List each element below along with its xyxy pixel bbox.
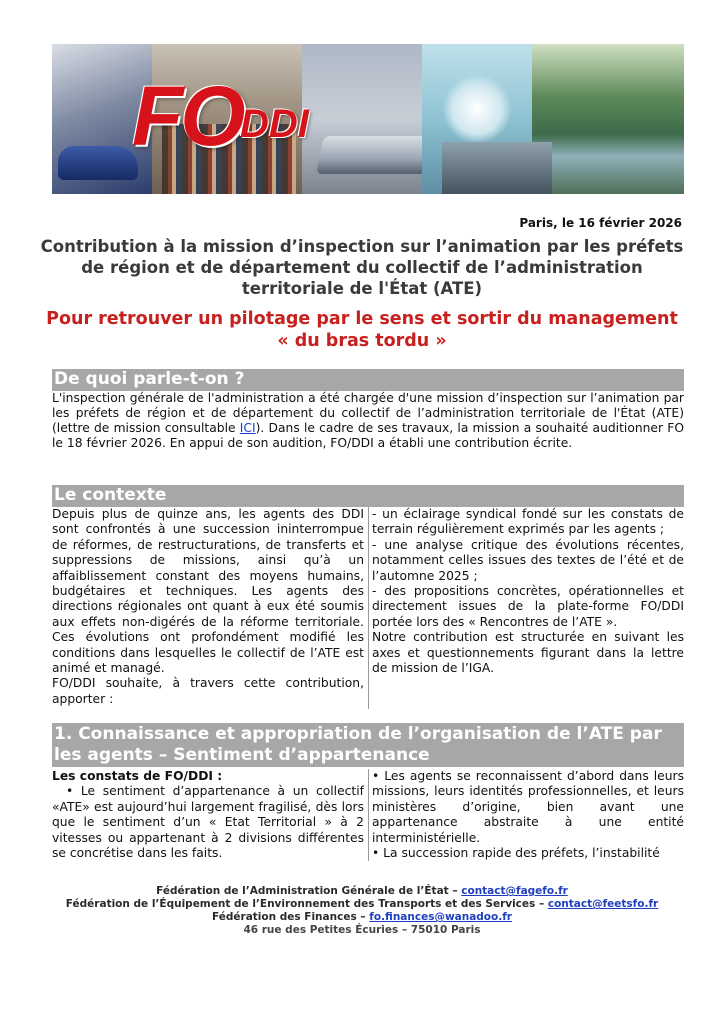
section-heading-connaissance: 1. Connaissance et appropriation de l’organisation de l’ATE par les agents – Sentiment d’appartenance [52, 723, 684, 767]
footer-address: 46 rue des Petites Écuries – 75010 Paris [243, 924, 481, 936]
banner-photo-tram [302, 44, 422, 194]
footer-federation-finances: Fédération des Finances – [212, 911, 370, 923]
section1-paragraph [52, 391, 684, 451]
footer-line-finances [40, 911, 684, 924]
banner-photo-river [532, 44, 684, 194]
section-heading-de-quoi: De quoi parle-t-on ? [52, 369, 684, 391]
footer-line-fage [40, 885, 684, 898]
section1-text-b: ). Dans le cadre de ses travaux, la mission a souhaité auditionner FO le 18 février 2026. En appui de son audition, FO/DDI a établi une contribution écrite. [52, 421, 685, 450]
contexte-item: - des propositions concrètes, opérationnelles et directement issues de la plate-forme FO/DDI portée lors des « Rencontres de l’ATE ». [372, 584, 684, 629]
constats-bullet: • Le sentiment d’appartenance à un collectif «ATE» est aujourd’hui largement fragilisé, dès lors que le sentiment d’un « Etat Territorial » à 2 vitesses ou appartenant à 2 divisions différentes se concrétise dans les faits. [52, 784, 364, 861]
email-link-finances[interactable]: fo.finances@wanadoo.fr [369, 911, 512, 923]
mission-letter-link[interactable]: ICI [239, 421, 256, 435]
email-link-feetsfo[interactable]: contact@feetsfo.fr [547, 898, 659, 910]
contexte-right-column [372, 507, 684, 676]
footer [40, 885, 684, 937]
contexte-left-column [52, 507, 364, 707]
contexte-item: - une analyse critique des évolutions récentes, notamment celles issues des textes de l’été et de l’automne 2025 ; [372, 537, 684, 583]
footer-line-feets [40, 898, 684, 911]
logo-fo: FO [132, 69, 243, 163]
constats-right-column [372, 769, 684, 861]
contexte-left-paragraph-2: FO/DDI souhaite, à travers cette contribution, apporter : [52, 676, 364, 706]
column-divider [368, 507, 369, 709]
email-link-fagefo[interactable]: contact@fagefo.fr [461, 885, 568, 897]
column-divider [368, 769, 369, 861]
constats-left-column [52, 769, 364, 861]
constats-heading: Les constats de FO/DDI : [52, 769, 223, 783]
banner-photo-aircraft [442, 142, 552, 194]
document-title: Contribution à la mission d’inspection sur l’animation par les préfets de région et de département du collectif de l’administration territoriale de l'État (ATE) [40, 237, 684, 298]
constats-bullet: • Les agents se reconnaissent d’abord dans leurs missions, leurs identités professionnelles, et leurs ministères d’origine, bien avant une appartenance abstraite à une entité interministérielle. [372, 769, 684, 845]
document-date: Paris, le 16 février 2026 [519, 216, 682, 230]
footer-federation-feets: Fédération de l’Équipement de l’Environnement des Transports et des Services – [65, 898, 548, 910]
document-subtitle: Pour retrouver un pilotage par le sens et sortir du management « du bras tordu » [46, 309, 678, 351]
logo-ddi: DDI [240, 102, 309, 146]
section1-text-a: L'inspection générale de l'administration a été chargée d'une mission d’inspection sur l’animation par les préfets de région et de département du collectif de l’administration territoriale de l'État (ATE) (lettre de mission consultable [52, 391, 684, 435]
contexte-left-paragraph: Depuis plus de quinze ans, les agents des DDI sont confrontés à une succession ininterrompue de réformes, de restructurations, de transferts et suppressions de missions, ainsi qu’à un affaiblissement constant des moyens humains, budgétaires et techniques. Les agents des directions régionales ont quant à eux été soumis aux effets non-digérés de la réforme territoriale. Ces évolutions ont profondément modifié les conditions dans lesquelles le collectif de l’ATE est animé et managé. [52, 507, 364, 676]
constats-bullet: • La succession rapide des préfets, l’instabilité [372, 846, 660, 861]
section-heading-contexte: Le contexte [52, 485, 684, 507]
footer-federation-fage: Fédération de l’Administration Générale de l’État – [156, 885, 462, 897]
contexte-right-conclusion: Notre contribution est structurée en suivant les axes et questionnements figurant dans la lettre de mission de l’IGA. [372, 630, 684, 676]
contexte-item: - un éclairage syndical fondé sur les constats de terrain régulièrement exprimés par les agents ; [372, 507, 684, 537]
header-banner [52, 44, 684, 194]
